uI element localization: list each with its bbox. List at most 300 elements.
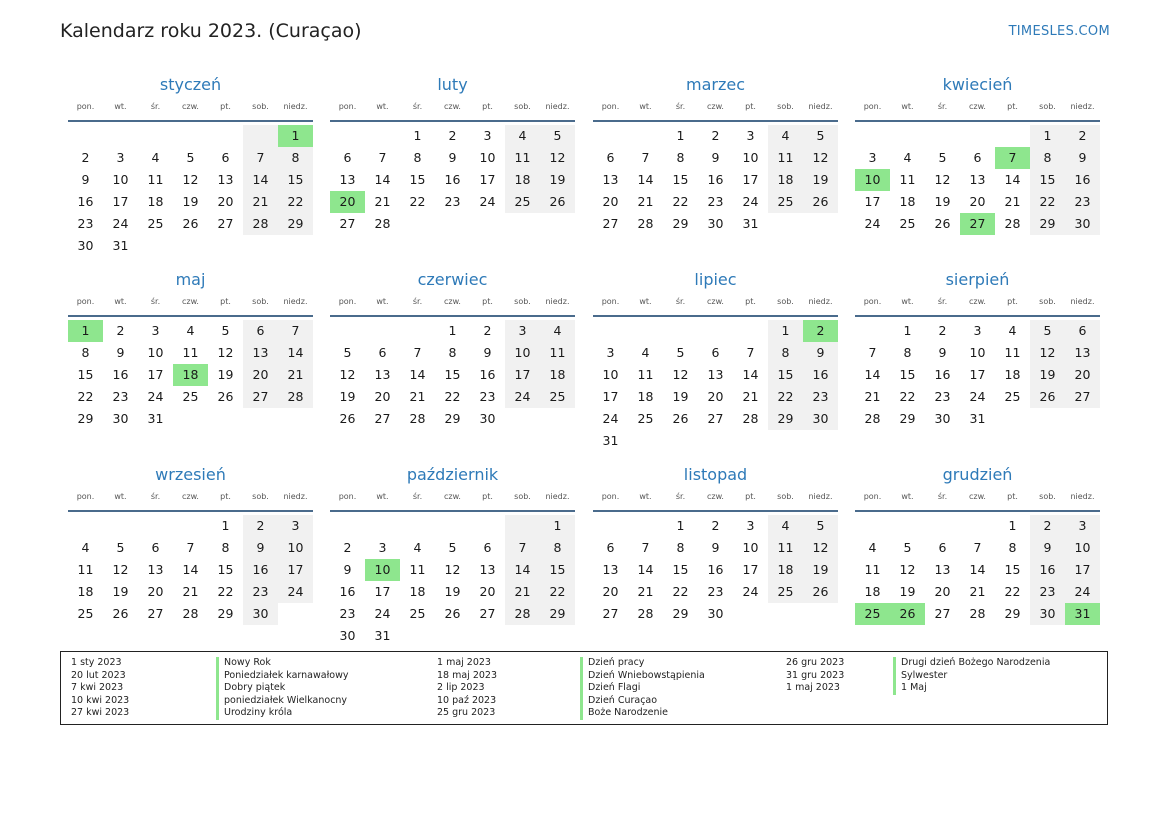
day-cell: 8 [768,342,803,364]
day-cell: 17 [112,194,129,209]
day-cell: 17 [969,367,986,382]
day-cell: 18 [540,364,575,386]
brand-link[interactable]: TIMESLES.COM [1008,24,1110,39]
day-cell: 8 [676,150,685,165]
day-cell: 17 [864,194,881,209]
weekday-label: pt. [220,102,231,111]
day-cell: 25 [1004,389,1021,404]
day-cell: 28 [243,213,278,235]
empty-cell [925,515,960,537]
day-cell: 16 [444,172,461,187]
day-cell: 28 [742,411,759,426]
day-cell: 3 [746,518,755,533]
day-cell: 12 [112,562,129,577]
days-grid [330,125,575,235]
day-cell: 1 [1008,518,1017,533]
month-name: listopad [683,465,748,484]
weekday-header [330,490,575,512]
day-cell: 4 [186,323,195,338]
empty-cell [925,125,960,147]
day-cell: 14 [1004,172,1021,187]
day-cell: 10 [742,540,759,555]
day-cell: 25 [147,216,164,231]
weekday-label: pon. [338,297,357,306]
day-cell: 22 [409,194,426,209]
day-cell: 18 [899,194,916,209]
day-cell: 16 [77,194,94,209]
day-cell: 11 [637,367,654,382]
day-cell: 5 [343,345,352,360]
days-grid [855,320,1100,430]
day-cell: 4 [903,150,912,165]
weekday-header [855,490,1100,512]
day-cell: 22 [672,584,689,599]
day-cell: 14 [864,367,881,382]
day-cell: 14 [182,562,199,577]
legend-date: 10 kwi 2023 [71,694,130,706]
weekday-label: sob. [1039,102,1056,111]
days-grid [68,125,313,257]
holiday-day-cell: 20 [330,191,365,213]
empty-cell [400,320,435,342]
day-cell: 24 [147,389,164,404]
days-grid [593,320,838,452]
month-block [330,268,575,430]
days-grid [593,515,838,625]
day-cell: 29 [768,408,803,430]
day-cell: 2 [483,323,492,338]
legend-date: 31 gru 2023 [786,669,845,681]
day-cell: 3 [1065,515,1100,537]
weekday-label: śr. [675,492,686,501]
day-cell: 18 [637,389,654,404]
day-cell: 16 [243,559,278,581]
day-cell: 18 [147,194,164,209]
day-cell: 24 [505,386,540,408]
weekday-label: śr. [675,102,686,111]
day-cell: 11 [409,562,426,577]
day-cell: 1 [221,518,230,533]
empty-cell [593,515,628,537]
day-cell: 31 [112,238,129,253]
legend-date: 7 kwi 2023 [71,682,124,693]
weekday-label: sob. [514,102,531,111]
weekday-label: niedz. [545,102,570,111]
day-cell: 28 [637,606,654,621]
day-cell: 4 [768,515,803,537]
day-cell: 30 [1030,603,1065,625]
day-cell: 2 [243,515,278,537]
weekday-header [593,490,838,512]
day-cell: 30 [112,411,129,426]
weekday-label: pon. [76,492,95,501]
holiday-day-cell: 10 [365,559,400,581]
day-cell: 13 [934,562,951,577]
day-cell: 24 [112,216,129,231]
legend-holiday-name: Drugi dzień Bożego Narodzenia [893,657,1050,670]
weekday-header [330,100,575,122]
day-cell: 12 [182,172,199,187]
day-cell: 10 [602,367,619,382]
weekday-label: pon. [601,102,620,111]
empty-cell [960,515,995,537]
day-cell: 3 [606,345,615,360]
day-cell: 17 [602,389,619,404]
day-cell: 26 [672,411,689,426]
day-cell: 21 [243,191,278,213]
weekday-label: czw. [444,102,461,111]
day-cell: 15 [1030,169,1065,191]
day-cell: 10 [505,342,540,364]
day-cell: 7 [641,540,650,555]
weekday-label: śr. [937,492,948,501]
day-cell: 27 [1065,386,1100,408]
weekday-label: czw. [444,297,461,306]
empty-cell [960,125,995,147]
day-cell: 8 [413,150,422,165]
legend-holiday-name: Dobry piątek [216,682,348,695]
empty-cell [470,515,505,537]
day-cell: 29 [444,411,461,426]
weekday-label: czw. [969,102,986,111]
weekday-label: niedz. [808,102,833,111]
day-cell: 15 [444,367,461,382]
day-cell: 23 [707,584,724,599]
day-cell: 9 [1065,147,1100,169]
empty-cell [400,515,435,537]
day-cell: 1 [413,128,422,143]
day-cell: 9 [448,150,457,165]
day-cell: 6 [938,540,947,555]
day-cell: 8 [903,345,912,360]
empty-cell [330,515,365,537]
legend-holiday-name: Boże Narodzenie [580,707,705,720]
empty-cell [365,125,400,147]
day-cell: 19 [803,169,838,191]
weekday-label: czw. [182,102,199,111]
weekday-label: pt. [1007,297,1018,306]
day-cell: 26 [339,411,356,426]
day-cell: 28 [409,411,426,426]
day-cell: 11 [899,172,916,187]
day-cell: 20 [707,389,724,404]
holiday-day-cell: 2 [803,320,838,342]
day-cell: 30 [934,411,951,426]
legend-date-column [71,657,129,720]
day-cell: 4 [151,150,160,165]
day-cell: 22 [899,389,916,404]
day-cell: 6 [221,150,230,165]
legend-name-column [580,657,705,720]
days-grid [855,125,1100,235]
day-cell: 21 [742,389,759,404]
day-cell: 12 [803,147,838,169]
day-cell: 1 [540,515,575,537]
day-cell: 30 [77,238,94,253]
day-cell: 13 [479,562,496,577]
weekday-label: pon. [863,297,882,306]
day-cell: 12 [444,562,461,577]
empty-cell [365,320,400,342]
day-cell: 19 [1030,364,1065,386]
day-cell: 27 [217,216,234,231]
day-cell: 24 [479,194,496,209]
legend-date-column [786,657,844,695]
empty-cell [593,125,628,147]
day-cell: 23 [339,606,356,621]
legend-holiday-name: 1 Maj [893,682,1050,695]
day-cell: 4 [868,540,877,555]
day-cell: 27 [339,216,356,231]
day-cell: 29 [1030,213,1065,235]
day-cell: 19 [803,559,838,581]
day-cell: 8 [448,345,457,360]
legend-holiday-name: Dzień pracy [580,657,705,670]
weekday-label: niedz. [283,492,308,501]
day-cell: 13 [374,367,391,382]
day-cell: 30 [803,408,838,430]
day-cell: 14 [374,172,391,187]
weekday-header [593,295,838,317]
empty-cell [995,125,1030,147]
empty-cell [330,320,365,342]
days-grid [68,320,313,430]
empty-cell [628,125,663,147]
day-cell: 26 [444,606,461,621]
day-cell: 6 [243,320,278,342]
day-cell: 4 [540,320,575,342]
day-cell: 21 [1004,194,1021,209]
day-cell: 9 [938,345,947,360]
day-cell: 17 [742,562,759,577]
month-block [68,463,313,625]
weekday-label: niedz. [808,297,833,306]
day-cell: 13 [217,172,234,187]
weekday-label: śr. [937,102,948,111]
month-name: kwiecień [942,75,1013,94]
day-cell: 1 [676,128,685,143]
day-cell: 30 [339,628,356,643]
day-cell: 24 [602,411,619,426]
weekday-header [330,295,575,317]
day-cell: 19 [217,367,234,382]
holiday-day-cell: 1 [68,320,103,342]
weekday-header [855,295,1100,317]
day-cell: 27 [147,606,164,621]
day-cell: 26 [112,606,129,621]
weekday-header [593,100,838,122]
day-cell: 23 [1030,581,1065,603]
day-cell: 20 [934,584,951,599]
day-cell: 2 [711,518,720,533]
holiday-day-cell: 25 [855,603,890,625]
month-name: sierpień [945,270,1010,289]
weekday-label: sob. [252,492,269,501]
day-cell: 3 [483,128,492,143]
day-cell: 28 [637,216,654,231]
month-block [855,463,1100,625]
day-cell: 3 [505,320,540,342]
day-cell: 16 [707,562,724,577]
empty-cell [593,320,628,342]
day-cell: 30 [243,603,278,625]
month-name: styczeń [159,75,222,94]
day-cell: 24 [742,584,759,599]
empty-cell [855,125,890,147]
holiday-day-cell: 10 [855,169,890,191]
day-cell: 12 [899,562,916,577]
day-cell: 20 [217,194,234,209]
day-cell: 25 [409,606,426,621]
day-cell: 26 [540,191,575,213]
weekday-label: sob. [1039,297,1056,306]
legend-date: 25 gru 2023 [437,707,496,718]
day-cell: 9 [243,537,278,559]
legend-name-column [893,657,1050,695]
weekday-label: sob. [252,297,269,306]
day-cell: 7 [868,345,877,360]
day-cell: 11 [1004,345,1021,360]
day-cell: 22 [1030,191,1065,213]
weekday-label: czw. [444,492,461,501]
day-cell: 24 [1065,581,1100,603]
day-cell: 11 [182,345,199,360]
day-cell: 27 [374,411,391,426]
day-cell: 8 [221,540,230,555]
day-cell: 28 [505,603,540,625]
empty-cell [138,125,173,147]
days-grid [330,320,575,430]
day-cell: 16 [1065,169,1100,191]
day-cell: 1 [676,518,685,533]
day-cell: 9 [483,345,492,360]
day-cell: 7 [746,345,755,360]
day-cell: 30 [1065,213,1100,235]
day-cell: 7 [378,150,387,165]
day-cell: 27 [602,216,619,231]
day-cell: 28 [1004,216,1021,231]
day-cell: 1 [768,320,803,342]
day-cell: 21 [374,194,391,209]
weekday-label: pon. [76,102,95,111]
day-cell: 15 [1004,562,1021,577]
day-cell: 7 [243,147,278,169]
day-cell: 25 [540,386,575,408]
day-cell: 16 [112,367,129,382]
day-cell: 5 [186,150,195,165]
day-cell: 29 [217,606,234,621]
day-cell: 24 [278,581,313,603]
day-cell: 11 [540,342,575,364]
day-cell: 29 [77,411,94,426]
weekday-label: czw. [707,297,724,306]
legend-date: 10 paź 2023 [437,694,497,706]
empty-cell [733,320,768,342]
day-cell: 23 [803,386,838,408]
day-cell: 9 [116,345,125,360]
day-cell: 15 [672,172,689,187]
day-cell: 9 [1030,537,1065,559]
days-grid [855,515,1100,625]
day-cell: 5 [540,125,575,147]
weekday-label: wt. [901,492,914,501]
day-cell: 6 [973,150,982,165]
day-cell: 20 [1065,364,1100,386]
day-cell: 3 [746,128,755,143]
day-cell: 4 [768,125,803,147]
month-name: czerwiec [417,270,488,289]
day-cell: 6 [606,540,615,555]
day-cell: 30 [707,606,724,621]
day-cell: 27 [934,606,951,621]
day-cell: 22 [540,581,575,603]
day-cell: 26 [217,389,234,404]
legend-holiday-name: poniedziałek Wielkanocny [216,695,348,708]
day-cell: 19 [339,389,356,404]
day-cell: 28 [278,386,313,408]
month-block [68,73,313,257]
day-cell: 8 [81,345,90,360]
day-cell: 26 [182,216,199,231]
legend-date: 26 gru 2023 [786,657,845,668]
day-cell: 11 [768,147,803,169]
legend-name-column [216,657,348,720]
day-cell: 21 [864,389,881,404]
day-cell: 9 [803,342,838,364]
day-cell: 10 [147,345,164,360]
day-cell: 12 [217,345,234,360]
day-cell: 3 [151,323,160,338]
weekday-label: wt. [639,297,652,306]
weekday-label: czw. [707,102,724,111]
legend-date: 1 maj 2023 [786,682,840,693]
month-block [68,268,313,430]
day-cell: 8 [676,540,685,555]
empty-cell [243,125,278,147]
day-cell: 3 [116,150,125,165]
day-cell: 18 [1004,367,1021,382]
empty-cell [365,515,400,537]
day-cell: 7 [278,320,313,342]
day-cell: 25 [637,411,654,426]
weekday-label: wt. [114,492,127,501]
weekday-label: śr. [675,297,686,306]
day-cell: 13 [147,562,164,577]
day-cell: 23 [112,389,129,404]
day-cell: 31 [147,411,164,426]
month-name: październik [406,465,499,484]
day-cell: 7 [973,540,982,555]
day-cell: 25 [77,606,94,621]
day-cell: 21 [637,584,654,599]
day-cell: 20 [479,584,496,599]
day-cell: 28 [969,606,986,621]
weekday-header [68,490,313,512]
weekday-label: pon. [601,297,620,306]
day-cell: 27 [707,411,724,426]
day-cell: 4 [641,345,650,360]
weekday-label: wt. [901,102,914,111]
day-cell: 26 [1030,386,1065,408]
weekday-label: pt. [220,297,231,306]
weekday-label: pt. [220,492,231,501]
day-cell: 6 [343,150,352,165]
holiday-day-cell: 1 [278,125,313,147]
day-cell: 20 [147,584,164,599]
weekday-label: śr. [937,297,948,306]
month-block [593,463,838,625]
weekday-label: niedz. [1070,102,1095,111]
